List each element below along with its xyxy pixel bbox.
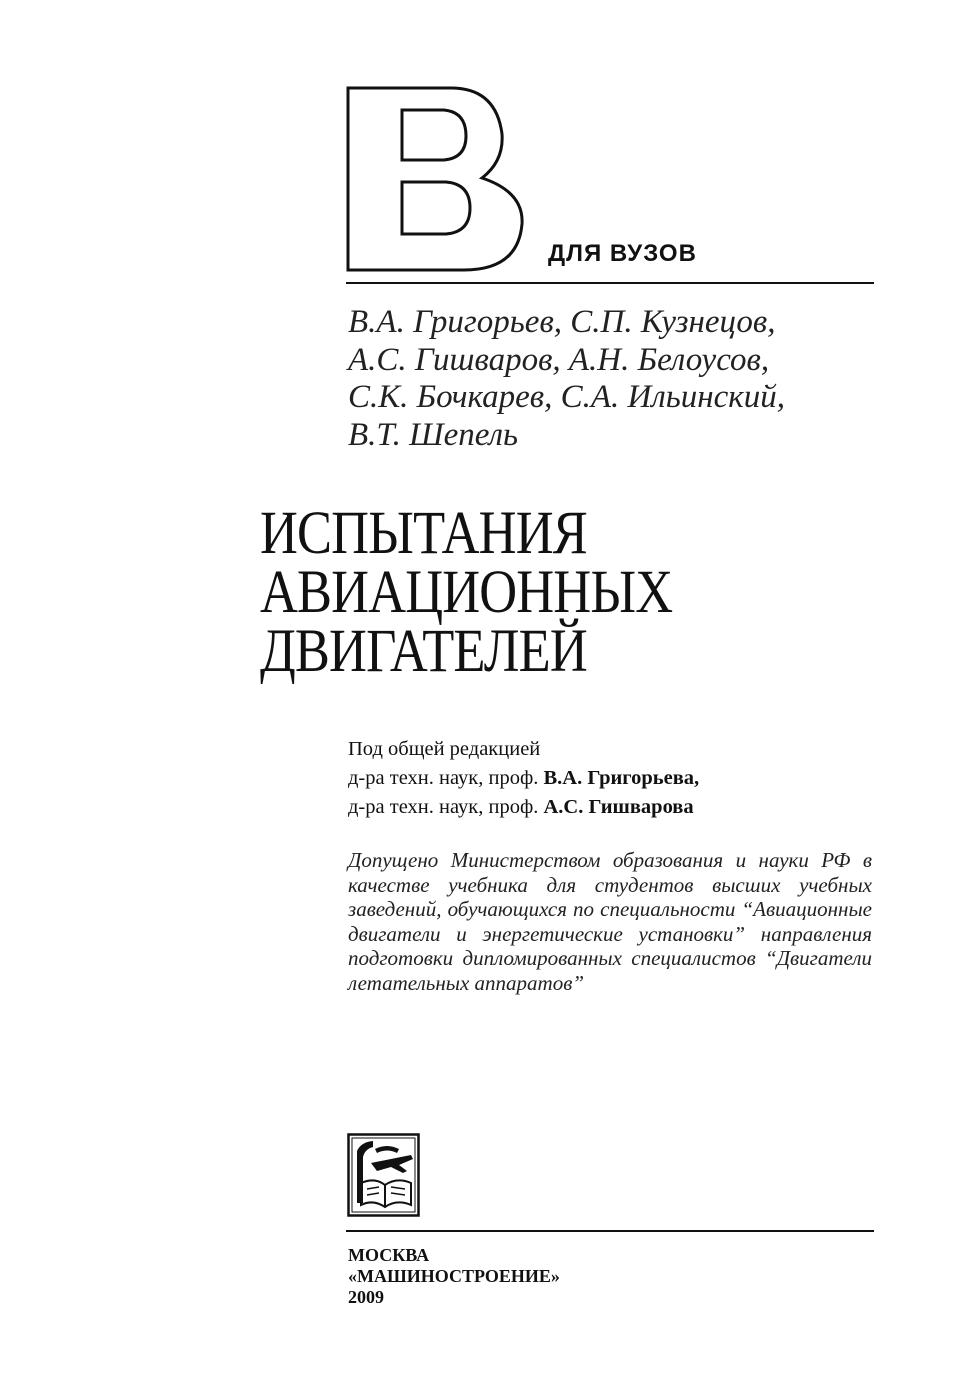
author-line: С.К. Бочкарев, С.А. Ильинский, bbox=[348, 379, 785, 415]
editors-intro: Под общей редакцией bbox=[348, 738, 541, 760]
imprint-city: МОСКВА bbox=[348, 1245, 430, 1265]
author-line: В.Т. Шепель bbox=[348, 416, 518, 453]
title-line: ДВИГАТЕЛЕЙ bbox=[260, 618, 587, 685]
top-rule bbox=[346, 282, 874, 284]
title-line: АВИАЦИОННЫХ bbox=[260, 559, 673, 626]
series-label: ДЛЯ ВУЗОВ bbox=[548, 240, 697, 267]
bottom-rule bbox=[346, 1230, 874, 1232]
book-title bbox=[260, 500, 673, 685]
imprint-block bbox=[348, 1245, 560, 1308]
editor-line bbox=[348, 764, 699, 793]
editor-name: А.С. Гишварова bbox=[543, 796, 694, 818]
title-line: ИСПЫТАНИЯ bbox=[260, 500, 587, 567]
author-line: А.С. Гишваров, А.Н. Белоусов, bbox=[348, 341, 770, 378]
author-line: В.А. Григорьев, С.П. Кузнецов, bbox=[348, 304, 776, 340]
imprint-publisher: «МАШИНОСТРОЕНИЕ» bbox=[348, 1266, 560, 1286]
editor-name: В.А. Григорьева, bbox=[543, 767, 700, 789]
editors-block bbox=[348, 735, 699, 822]
approval-statement: Допущено Министерством образования и науки РФ в качестве учебника для студентов высших учебных заведений, обучающихся по специальности “Авиационные двигатели и энергетические установки” направления подготовки дипломированных специалистов “Двигатели летательных аппаратов” bbox=[348, 848, 872, 995]
imprint-year: 2009 bbox=[348, 1287, 384, 1307]
editor-line bbox=[348, 793, 699, 822]
publisher-logo-icon bbox=[347, 1133, 420, 1217]
authors-block bbox=[348, 304, 785, 454]
editor-prefix: д-ра техн. наук, проф. bbox=[348, 796, 539, 818]
series-b-logo bbox=[346, 86, 524, 272]
editor-prefix: д-ра техн. наук, проф. bbox=[348, 767, 539, 789]
